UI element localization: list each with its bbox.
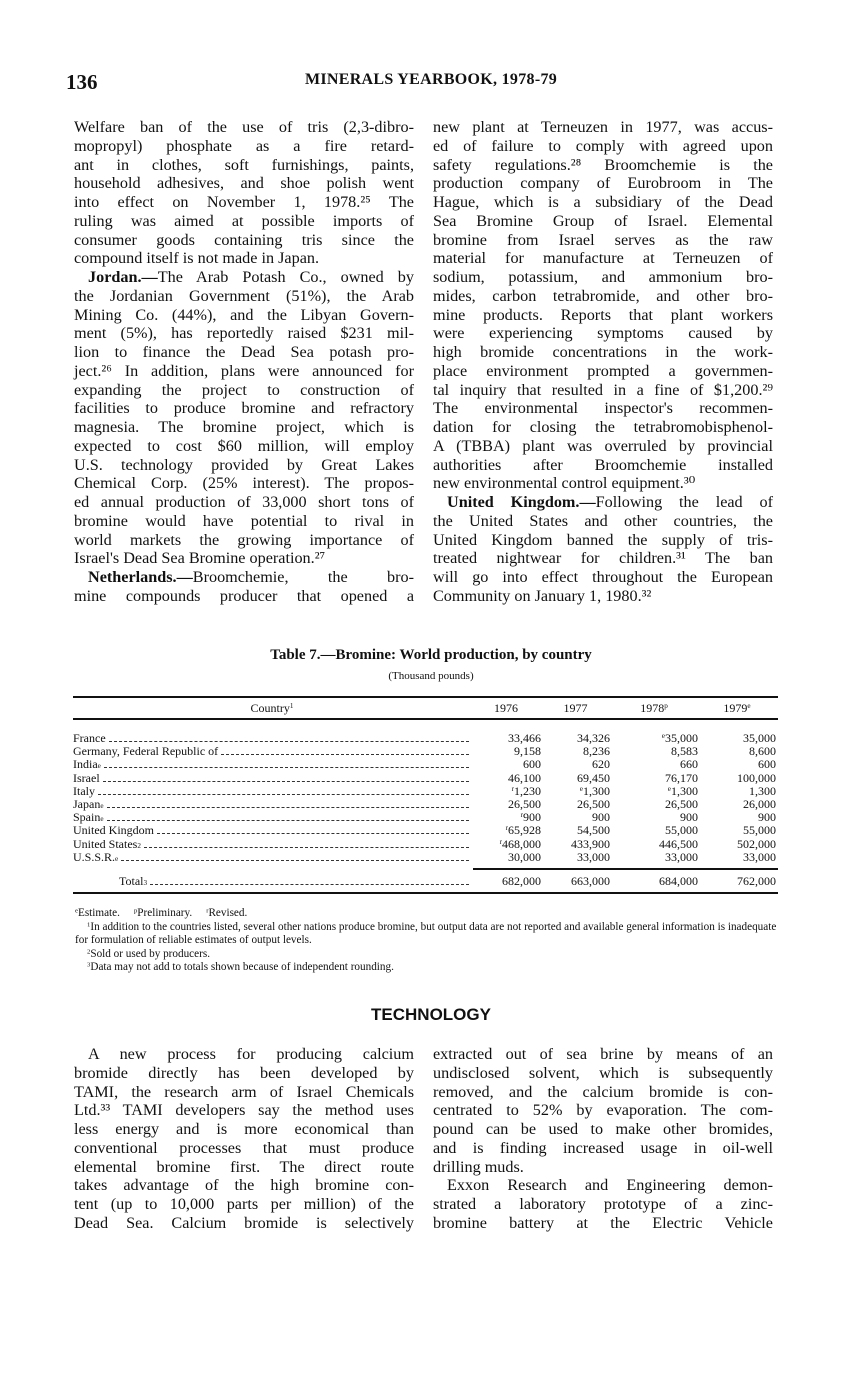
- column-header-label: Country: [250, 701, 290, 715]
- line-text: ject.²⁶ In addition, plans were announced for: [74, 361, 414, 380]
- text-line: [433, 381, 773, 400]
- superscript-marker: e: [579, 784, 583, 793]
- value: 600: [758, 757, 776, 772]
- country-name: U.S.S.R.: [73, 849, 116, 864]
- text-line: [74, 418, 414, 437]
- text-line: [433, 474, 773, 493]
- country-name: United Kingdom: [73, 823, 154, 838]
- text-line: [74, 568, 414, 587]
- superscript-marker: 1: [87, 920, 91, 928]
- value: 900: [680, 810, 698, 825]
- text-line: [74, 1195, 414, 1214]
- footnote-text: Data may not add to totals shown because of independent rounding.: [90, 961, 394, 973]
- text-line: [74, 512, 414, 531]
- footnote: [75, 948, 777, 962]
- paragraph-lead: United Kingdom.—: [447, 493, 596, 511]
- line-text: bromide directly has been developed by: [74, 1063, 414, 1082]
- dot-leader: [107, 798, 469, 808]
- line-text: mopropyl) phosphate as a fire retard-: [74, 136, 414, 155]
- legend-item: [134, 907, 192, 919]
- value: 502,000: [737, 836, 776, 851]
- line-text: Mining Co. (44%), and the Libyan Govern-: [74, 305, 414, 324]
- dot-leader: [109, 732, 469, 742]
- legend-text: Estimate.: [77, 907, 120, 919]
- text-line: [433, 212, 773, 231]
- text-line: [433, 249, 773, 268]
- table-row: [73, 745, 778, 758]
- value: 600: [523, 757, 541, 772]
- country-name: India: [73, 757, 98, 772]
- total-label: Total: [119, 873, 144, 888]
- text-line: [74, 531, 414, 550]
- paragraph-lead: Netherlands.—: [88, 568, 193, 586]
- line-text: Ltd.³³ TAMI developers say the method uses: [74, 1101, 414, 1120]
- text-line: [74, 1214, 414, 1233]
- text-line: [74, 268, 414, 287]
- value: 8,236: [583, 744, 610, 759]
- text-line: [74, 137, 414, 156]
- country-name: France: [73, 731, 106, 745]
- line-text: Following the lead of: [595, 493, 773, 511]
- country-cell: U.S.S.R. e: [73, 851, 471, 864]
- dot-leader: [121, 851, 469, 861]
- value: 33,466: [508, 731, 541, 745]
- line-text: mine compounds producer that opened a: [74, 586, 414, 605]
- value: 65,928: [508, 823, 541, 838]
- text-line: [433, 156, 773, 175]
- line-text: the Jordanian Government (51%), the Arab: [74, 286, 414, 305]
- value: 446,500: [659, 836, 698, 851]
- text-line: [433, 1139, 773, 1158]
- superscript-marker: e: [75, 907, 78, 915]
- value: 1,300: [671, 783, 698, 798]
- value: 55,000: [743, 823, 776, 838]
- line-text: bromine battery at the Electric Vehicle: [433, 1213, 773, 1232]
- table-bottom-rule: [73, 892, 778, 894]
- text-line: [74, 362, 414, 381]
- value: 1,300: [749, 783, 776, 798]
- text-line: [433, 1195, 773, 1214]
- text-line: [74, 193, 414, 212]
- value: 26,500: [577, 796, 610, 811]
- page-number: 136: [66, 70, 98, 94]
- text-line: [433, 399, 773, 418]
- value: 54,500: [577, 823, 610, 838]
- production-table: [73, 696, 778, 894]
- value-cell: [541, 851, 610, 864]
- text-line: [74, 306, 414, 325]
- value: 1,230: [514, 783, 541, 798]
- line-text: world markets the growing importance of: [74, 530, 414, 549]
- value: 35,000: [665, 731, 698, 745]
- total-value: 684,000: [659, 873, 698, 888]
- dot-leader: [103, 772, 469, 782]
- superscript-marker: p: [664, 702, 668, 711]
- country-name: Japan: [73, 796, 101, 811]
- text-line: [433, 437, 773, 456]
- value: 46,100: [508, 770, 541, 785]
- line-text: United Kingdom banned the supply of tris-: [433, 530, 773, 549]
- value: 100,000: [737, 770, 776, 785]
- line-text: U.S. technology provided by Great Lakes: [74, 455, 414, 474]
- line-text: tent (up to 10,000 parts per million) of the: [74, 1195, 414, 1213]
- line-text: expanding the project to construction of: [74, 380, 414, 399]
- line-text: strated a laboratory prototype of a zinc-: [433, 1195, 773, 1213]
- line-text: magnesia. The bromine project, which is: [74, 418, 414, 436]
- text-line: [433, 268, 773, 287]
- line-text: ant in clothes, soft furnishings, paints,: [74, 155, 414, 174]
- text-line: [433, 1214, 773, 1233]
- country-cell: United States 2: [73, 838, 471, 851]
- text-line: [433, 568, 773, 587]
- country-cell: [73, 745, 471, 758]
- country-name: United States: [73, 836, 138, 851]
- line-text: lion to finance the Dead Sea potash pro-: [74, 343, 414, 361]
- line-text: household adhesives, and shoe polish went: [74, 174, 414, 193]
- column-header-country: [73, 698, 471, 718]
- dot-leader: [98, 785, 469, 795]
- text-line: [433, 193, 773, 212]
- line-text: production company of Eurobroom in The: [433, 174, 773, 193]
- text-line: [74, 343, 414, 362]
- value: 26,000: [743, 796, 776, 811]
- line-text: Israel's Dead Sea Bromine operation.²⁷: [74, 549, 326, 568]
- text-line: [433, 1083, 773, 1102]
- footnote-text: In addition to the countries listed, several other nations produce bromine, but output data are not reported and available general information is inadequate for formulation of reliable estimates of output levels.: [75, 920, 777, 946]
- line-text: Community on January 1, 1980.³²: [433, 586, 652, 605]
- text-line: [74, 1158, 414, 1177]
- value: 8,600: [749, 744, 776, 759]
- value: 35,000: [743, 731, 776, 745]
- table-row: [73, 851, 778, 864]
- text-line: [433, 287, 773, 306]
- legend-item: [206, 907, 247, 919]
- superscript-marker: p: [133, 907, 138, 915]
- line-text: Exxon Research and Engineering demon-: [447, 1176, 773, 1195]
- legend-item: [75, 907, 120, 919]
- line-text: bromine from Israel serves as the raw: [433, 230, 773, 249]
- value: 468,000: [502, 836, 541, 851]
- value: 30,000: [508, 849, 541, 864]
- line-text: The Arab Potash Co., owned by: [157, 268, 414, 286]
- text-line: [74, 1101, 414, 1120]
- value: 660: [680, 757, 698, 772]
- superscript-marker: r: [511, 784, 514, 793]
- line-text: expected to cost $60 million, will employ: [74, 436, 414, 455]
- superscript-marker: e: [747, 702, 751, 711]
- line-text: Broomchemie, the bro-: [192, 568, 414, 586]
- column-header-1979: [698, 698, 776, 718]
- text-line: [433, 362, 773, 381]
- section-heading: TECHNOLOGY: [371, 1005, 491, 1024]
- line-text: Dead Sea. Calcium bromide is selectively: [74, 1213, 414, 1232]
- text-line: [433, 231, 773, 250]
- text-line: [74, 381, 414, 400]
- superscript-marker: r: [505, 824, 508, 833]
- top-left-column: [74, 118, 414, 606]
- total-label-cell: Total 3: [73, 870, 471, 892]
- line-text: the United States and other countries, the: [433, 511, 773, 530]
- superscript-marker: e: [667, 784, 671, 793]
- line-text: removed, and the calcium bromide is con-: [433, 1082, 773, 1101]
- text-line: [74, 1176, 414, 1195]
- total-value: 663,000: [571, 873, 610, 888]
- line-text: The environmental inspector's recommen-: [433, 399, 773, 418]
- text-line: [74, 118, 414, 137]
- text-line: [433, 1158, 773, 1177]
- column-header-label: 1977: [563, 701, 588, 715]
- value: 69,450: [577, 770, 610, 785]
- value: 55,000: [665, 823, 698, 838]
- value: 900: [592, 810, 610, 825]
- superscript-marker: 3: [87, 961, 91, 969]
- line-text: place environment prompted a governmen-: [433, 361, 773, 380]
- line-text: conventional processes that must produce: [74, 1138, 414, 1157]
- line-text: A (TBBA) plant was overruled by provincial: [433, 436, 773, 455]
- text-line: [74, 1139, 414, 1158]
- dot-leader: [144, 838, 469, 848]
- line-text: Sea Bromine Group of Israel. Elemental: [433, 211, 773, 230]
- column-header-1976: [471, 698, 541, 718]
- line-text: ed annual production of 33,000 short tons of: [74, 493, 414, 511]
- superscript-marker: e: [661, 732, 665, 741]
- legend-text: Preliminary.: [137, 907, 193, 919]
- line-text: consumer goods containing tris since the: [74, 230, 414, 249]
- text-line: [74, 1083, 414, 1102]
- dot-leader: [221, 745, 469, 755]
- line-text: ment (5%), has reportedly raised $231 mil-: [74, 324, 414, 343]
- value: 620: [592, 757, 610, 772]
- line-text: mine products. Reports that plant workers: [433, 305, 773, 324]
- text-line: [74, 1064, 414, 1083]
- line-text: undisclosed solvent, which is subsequently: [433, 1063, 773, 1082]
- value: 33,000: [577, 849, 610, 864]
- superscript-marker: r: [206, 907, 209, 915]
- value-cell: [610, 851, 698, 864]
- line-text: treated nightwear for children.³¹ The ban: [433, 549, 773, 568]
- text-line: [433, 174, 773, 193]
- line-text: facilities to produce bromine and refractory: [74, 399, 414, 418]
- country-cell: [73, 772, 471, 785]
- footnote-legend: [75, 907, 777, 921]
- country-name: Israel: [73, 770, 100, 785]
- line-text: TAMI, the research arm of Israel Chemicals: [74, 1082, 414, 1101]
- line-text: will go into effect throughout the European: [433, 568, 773, 586]
- text-line: [433, 531, 773, 550]
- text-line: [74, 249, 414, 268]
- text-line: [74, 474, 414, 493]
- text-line: [433, 418, 773, 437]
- line-text: dation for closing the tetrabromobisphenol-: [433, 418, 773, 436]
- table-header-row: [73, 698, 778, 718]
- line-text: extracted out of sea brine by means of an: [433, 1045, 773, 1063]
- line-text: new environmental control equipment.³⁰: [433, 474, 696, 493]
- text-line: [433, 1120, 773, 1139]
- country-cell: India e: [73, 758, 471, 771]
- text-line: [74, 493, 414, 512]
- superscript-marker: 1: [289, 702, 294, 711]
- text-line: [433, 549, 773, 568]
- text-line: [74, 212, 414, 231]
- value: 33,000: [743, 849, 776, 864]
- value: 34,326: [577, 731, 610, 745]
- text-line: [433, 493, 773, 512]
- value: 76,170: [665, 770, 698, 785]
- line-text: ed of failure to comply with agreed upon: [433, 136, 773, 155]
- text-line: [433, 137, 773, 156]
- text-line: [74, 437, 414, 456]
- running-title: MINERALS YEARBOOK, 1978-79: [304, 71, 558, 88]
- country-name: Germany, Federal Republic of: [73, 744, 219, 759]
- line-text: compound itself is not made in Japan.: [74, 249, 320, 268]
- column-header-1977: [541, 698, 610, 718]
- superscript-marker: 2: [87, 947, 91, 955]
- superscript-marker: r: [520, 811, 523, 820]
- text-line: [433, 1045, 773, 1064]
- text-line: [74, 156, 414, 175]
- line-text: drilling muds.: [433, 1157, 524, 1176]
- value: 8,583: [671, 744, 698, 759]
- value: 433,900: [571, 836, 610, 851]
- line-text: A new process for producing calcium: [88, 1045, 414, 1063]
- line-text: bromine would have potential to rival in: [74, 511, 414, 530]
- total-value: 762,000: [737, 873, 776, 888]
- value: 26,500: [508, 796, 541, 811]
- country-cell: [73, 824, 471, 837]
- text-line: [433, 118, 773, 137]
- line-text: mides, carbon tetrabromide, and other bro-: [433, 286, 773, 305]
- value: 33,000: [665, 849, 698, 864]
- dot-leader: [157, 824, 469, 834]
- paragraph-lead: Jordan.—: [88, 268, 158, 286]
- table-total-row: [73, 870, 778, 892]
- value-cell: [471, 851, 541, 864]
- column-header-label: 1979: [723, 701, 748, 715]
- text-line: [74, 399, 414, 418]
- line-text: and is finding increased usage in oil-well: [433, 1138, 773, 1157]
- bottom-right-column: [433, 1045, 773, 1233]
- line-text: Hague, which is a subsidiary of the Dead: [433, 193, 773, 211]
- text-line: [433, 1101, 773, 1120]
- text-line: [74, 231, 414, 250]
- line-text: safety regulations.²⁸ Broomchemie is the: [433, 155, 773, 174]
- country-cell: Japan e: [73, 798, 471, 811]
- line-text: high bromide concentrations in the work-: [433, 343, 773, 361]
- text-line: [433, 456, 773, 475]
- line-text: Chemical Corp. (25% interest). The propos-: [74, 474, 414, 493]
- dot-leader: [107, 811, 469, 821]
- country-name: Spain: [73, 810, 101, 825]
- text-line: [74, 456, 414, 475]
- country-cell: Spain e: [73, 811, 471, 824]
- superscript-marker: r: [499, 837, 502, 846]
- text-line: [74, 587, 414, 606]
- value: 26,500: [665, 796, 698, 811]
- value: 900: [758, 810, 776, 825]
- line-text: Welfare ban of the use of tris (2,3-dibro-: [74, 118, 414, 136]
- text-line: [433, 343, 773, 362]
- country-name: Italy: [73, 783, 95, 798]
- line-text: ruling was aimed at possible imports of: [74, 211, 414, 230]
- table-row: [73, 798, 778, 811]
- text-line: [74, 174, 414, 193]
- line-text: into effect on November 1, 1978.²⁵ The: [74, 193, 414, 211]
- line-text: tal inquiry that resulted in a fine of $1,200.²⁹: [433, 380, 773, 399]
- footnote-text: Sold or used by producers.: [90, 947, 210, 960]
- text-line: [433, 324, 773, 343]
- line-text: pound can be used to make other bromides,: [433, 1120, 773, 1138]
- total-value: 682,000: [502, 873, 541, 888]
- column-header-label: 1978: [640, 701, 665, 715]
- table-footnotes: [75, 907, 777, 975]
- table-title: Table 7.—Bromine: World production, by country: [270, 647, 592, 663]
- column-header-1978: [610, 698, 698, 718]
- line-text: new plant at Terneuzen in 1977, was accus-: [433, 118, 773, 136]
- footnote: [75, 921, 777, 948]
- value: 900: [523, 810, 541, 825]
- top-right-column: [433, 118, 773, 606]
- text-line: [433, 306, 773, 325]
- text-line: [74, 1120, 414, 1139]
- dot-leader: [104, 758, 469, 768]
- line-text: elemental bromine first. The direct route: [74, 1157, 414, 1176]
- value-cell: [698, 851, 776, 864]
- text-line: [74, 287, 414, 306]
- bottom-left-column: [74, 1045, 414, 1233]
- legend-text: Revised.: [208, 907, 248, 919]
- line-text: authorities after Broomchemie installed: [433, 455, 773, 474]
- text-line: [74, 324, 414, 343]
- line-text: were experiencing symptoms caused by: [433, 324, 773, 343]
- footnote: [75, 961, 777, 975]
- text-line: [74, 549, 414, 568]
- text-line: [433, 1064, 773, 1083]
- text-line: [433, 587, 773, 606]
- line-text: centrated to 52% by evaporation. The com-: [433, 1101, 773, 1120]
- column-header-label: 1976: [494, 701, 518, 715]
- value: 1,300: [583, 783, 610, 798]
- line-text: material for manufacture at Terneuzen of: [433, 249, 773, 268]
- line-text: takes advantage of the high bromine con-: [74, 1176, 414, 1195]
- value: 9,158: [514, 744, 541, 759]
- country-cell: [73, 785, 471, 798]
- line-text: sodium, potassium, and ammonium bro-: [433, 268, 773, 286]
- line-text: less energy and is more economical than: [74, 1120, 414, 1138]
- text-line: [433, 1176, 773, 1195]
- table-units: (Thousand pounds): [388, 670, 474, 682]
- dot-leader: [150, 875, 469, 885]
- text-line: [433, 512, 773, 531]
- text-line: [74, 1045, 414, 1064]
